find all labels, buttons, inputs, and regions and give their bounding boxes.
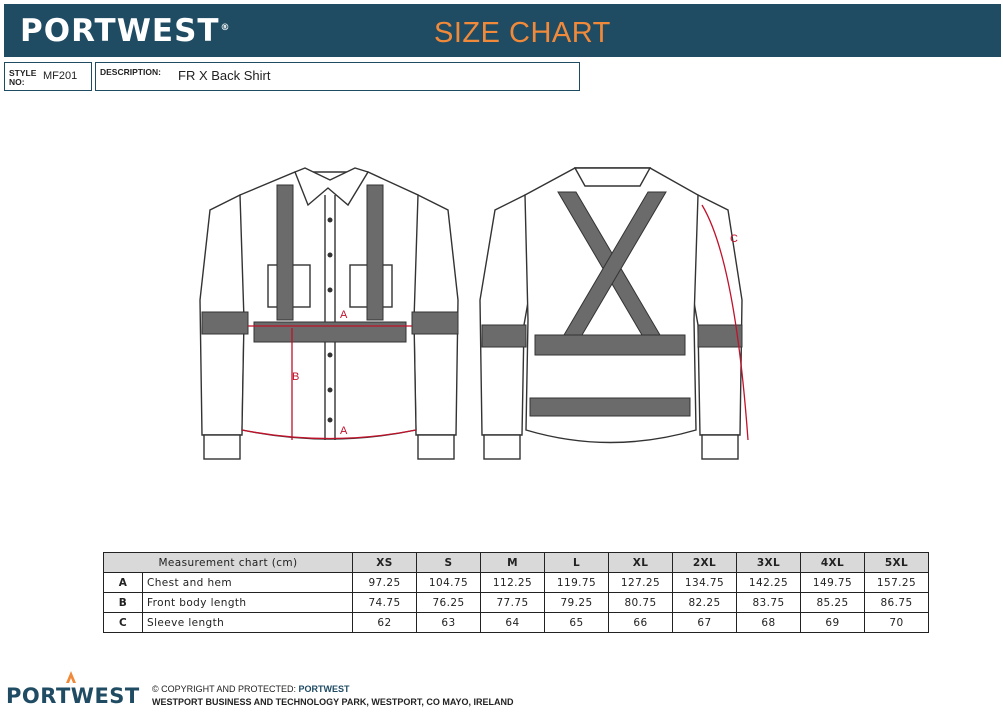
size-header-4xl: 4XL (801, 553, 865, 573)
table-cell: 63 (417, 613, 481, 633)
size-header-m: M (481, 553, 545, 573)
row-key: C (104, 613, 143, 633)
style-label-line2: NO: (9, 77, 25, 87)
company-address: WESTPORT BUSINESS AND TECHNOLOGY PARK, WESTPORT, CO MAYO, IRELAND (152, 697, 514, 707)
table-cell: 76.25 (417, 593, 481, 613)
table-cell: 119.75 (545, 573, 609, 593)
table-row (104, 593, 929, 613)
table-cell: 74.75 (353, 593, 417, 613)
table-cell: 83.75 (737, 593, 801, 613)
table-cell: 77.75 (481, 593, 545, 613)
size-header-3xl: 3XL (737, 553, 801, 573)
size-header-s: S (417, 553, 481, 573)
row-key: B (104, 593, 143, 613)
row-name: Sleeve length (143, 613, 353, 633)
table-cell: 149.75 (801, 573, 865, 593)
style-number: MF201 (43, 70, 78, 82)
size-header-2xl: 2XL (673, 553, 737, 573)
table-cell: 157.25 (865, 573, 929, 593)
style-number-box (4, 62, 92, 91)
measure-label-a-hem: A (340, 425, 348, 437)
description-value: FR X Back Shirt (178, 68, 271, 83)
table-header-row (104, 553, 929, 573)
table-cell: 70 (865, 613, 929, 633)
style-label-line1: STYLE (9, 68, 37, 78)
registered-mark: ® (220, 22, 231, 33)
size-header-l: L (545, 553, 609, 573)
row-key: A (104, 573, 143, 593)
shirt-illustration (180, 150, 780, 480)
table-cell: 66 (609, 613, 673, 633)
table-row (104, 613, 929, 633)
table-cell: 85.25 (801, 593, 865, 613)
table-cell: 82.25 (673, 593, 737, 613)
style-label (9, 69, 36, 87)
size-header-xs: XS (353, 553, 417, 573)
measure-label-a-chest: A (340, 309, 348, 321)
brand-name: PORTWEST (20, 13, 220, 49)
table-cell: 86.75 (865, 593, 929, 613)
size-header-xl: XL (609, 553, 673, 573)
description-box (95, 62, 580, 91)
table-cell: 69 (801, 613, 865, 633)
measure-label-c: C (730, 233, 738, 245)
table-cell: 104.75 (417, 573, 481, 593)
footer-brand: PORTWEST (6, 684, 140, 708)
table-cell: 68 (737, 613, 801, 633)
row-name: Front body length (143, 593, 353, 613)
size-header-5xl: 5XL (865, 553, 929, 573)
header-bar (4, 4, 1001, 57)
size-chart-table (103, 552, 929, 633)
table-cell: 142.25 (737, 573, 801, 593)
table-cell: 134.75 (673, 573, 737, 593)
table-cell: 65 (545, 613, 609, 633)
table-cell: 67 (673, 613, 737, 633)
table-cell: 79.25 (545, 593, 609, 613)
measure-label-b: B (292, 371, 300, 383)
table-cell: 62 (353, 613, 417, 633)
table-cell: 97.25 (353, 573, 417, 593)
measurement-chart-header: Measurement chart (cm) (104, 553, 353, 573)
brand-logo (20, 13, 231, 49)
table-cell: 112.25 (481, 573, 545, 593)
copyright-prefix: © COPYRIGHT AND PROTECTED: (152, 684, 299, 694)
table-cell: 64 (481, 613, 545, 633)
page-title: SIZE CHART (434, 17, 611, 49)
table-cell: 127.25 (609, 573, 673, 593)
flame-logo-icon (64, 670, 78, 684)
row-name: Chest and hem (143, 573, 353, 593)
copyright-brand: PORTWEST (298, 684, 350, 694)
description-label: DESCRIPTION: (100, 67, 161, 77)
table-row (104, 573, 929, 593)
copyright-line (152, 684, 349, 694)
table-cell: 80.75 (609, 593, 673, 613)
